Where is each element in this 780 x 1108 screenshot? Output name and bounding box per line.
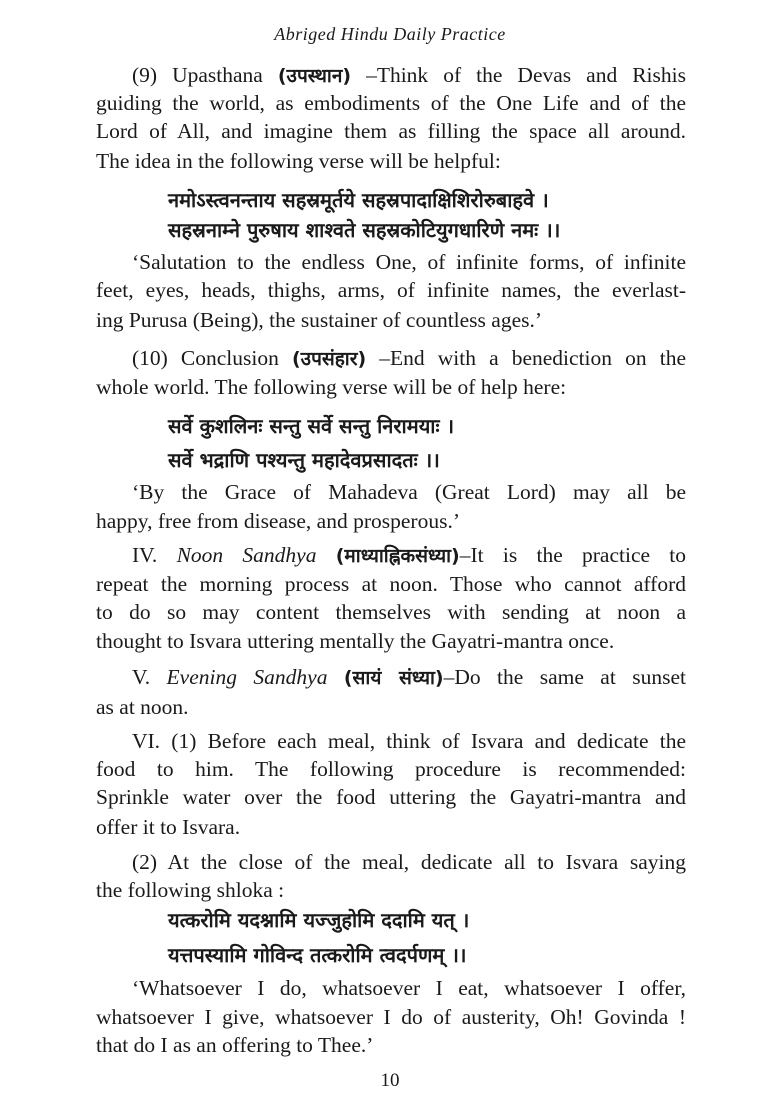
text-segment — [327, 665, 343, 689]
text-segment: ‘Salutation to the endless One, of infinite forms, of infinite — [132, 250, 686, 274]
text-segment: feet, eyes, heads, thighs, arms, of infinite names, the everlast- — [96, 278, 686, 302]
running-header: Abriged Hindu Daily Practice — [274, 24, 506, 44]
text-line — [96, 307, 686, 333]
sanskrit-verse-line — [168, 942, 467, 968]
text-segment: सर्वे भद्राणि पश्यन्तु महादेवप्रसादतः ।। — [168, 448, 440, 472]
devanagari-term: (माध्याह्निकसंध्या) — [335, 545, 460, 567]
text-segment: offer it to Isvara. — [96, 815, 241, 839]
text-line — [96, 118, 686, 144]
sanskrit-verse-line — [168, 187, 549, 213]
text-line — [96, 849, 686, 875]
text-line — [96, 694, 686, 720]
text-line — [96, 374, 686, 400]
text-line — [96, 542, 686, 569]
text-segment: सहस्रनाम्ने पुरुषाय शाश्वते सहस्रकोटियुगधारिणे नमः ।। — [168, 218, 561, 242]
sanskrit-verse-line — [168, 413, 454, 439]
text-segment: (2) At the close of the meal, dedicate all to Isvara saying — [132, 850, 686, 874]
text-line — [96, 1032, 686, 1058]
sanskrit-verse-line — [168, 907, 469, 933]
text-line — [96, 148, 686, 174]
text-segment: यत्तपस्यामि गोविन्द तत्करोमि त्वदर्पणम् ।। — [168, 943, 467, 967]
text-segment: happy, free from disease, and prosperous.’ — [96, 509, 460, 533]
text-line — [96, 664, 686, 691]
text-line — [96, 728, 686, 754]
text-segment: whatsoever I give, whatsoever I do of austerity, Oh! Govinda ! — [96, 1005, 686, 1029]
text-line — [96, 345, 686, 372]
text-segment: food to him. The following procedure is recommended: — [96, 757, 686, 781]
text-segment: The idea in the following verse will be helpful: — [96, 149, 501, 173]
text-line — [96, 277, 686, 303]
text-segment: –It is the practice to — [459, 543, 687, 567]
text-segment: –End with a benediction on the — [366, 346, 686, 370]
text-line — [96, 975, 686, 1001]
text-line — [96, 90, 686, 116]
text-segment: (10) Conclusion — [132, 346, 292, 370]
text-segment: whole world. The following verse will be of help here: — [96, 375, 567, 399]
text-segment: –Do the same at sunset — [443, 665, 686, 689]
text-segment: thought to Isvara uttering mentally the Gayatri-mantra once. — [96, 629, 615, 653]
page-number: 10 — [380, 1070, 400, 1091]
text-segment: ‘By the Grace of Mahadeva (Great Lord) may all be — [132, 480, 686, 504]
text-line — [96, 599, 686, 625]
text-line — [96, 628, 686, 654]
text-segment: यत्करोमि यदश्नामि यज्जुहोमि ददामि यत् । — [168, 908, 470, 932]
text-segment: सर्वे कुशलिनः सन्तु सर्वे सन्तु निरामयाः । — [168, 414, 455, 438]
text-segment: V. — [132, 665, 167, 689]
text-segment — [316, 543, 335, 567]
text-segment: as at noon. — [96, 695, 189, 719]
text-segment: repeat the morning process at noon. Those who cannot afford — [96, 572, 686, 596]
italic-heading: Noon Sandhya — [176, 543, 317, 567]
text-line — [96, 571, 686, 597]
text-segment: VI. (1) Before each meal, think of Isvara and dedicate the — [132, 729, 686, 753]
devanagari-term: (उपस्थान) — [277, 65, 352, 87]
sanskrit-verse-line — [168, 217, 560, 243]
text-segment: –Think of the Devas and Rishis — [351, 63, 686, 87]
text-line — [96, 814, 686, 840]
text-line — [96, 784, 686, 810]
text-segment: the following shloka : — [96, 878, 285, 902]
devanagari-term: (उपसंहार) — [291, 348, 367, 370]
devanagari-term: (सायं संध्या) — [343, 667, 444, 689]
text-segment: ‘Whatsoever I do, whatsoever I eat, whatsoever I offer, — [132, 976, 686, 1000]
text-line — [96, 249, 686, 275]
italic-heading: Evening Sandhya — [166, 665, 328, 689]
text-segment: ing Purusa (Being), the sustainer of countless ages.’ — [96, 308, 543, 332]
text-line — [96, 62, 686, 89]
text-line — [96, 1004, 686, 1030]
text-segment: guiding the world, as embodiments of the One Life and of the — [96, 91, 686, 115]
text-line — [96, 756, 686, 782]
text-line — [96, 508, 686, 534]
text-segment: to do so may content themselves with sending at noon a — [96, 600, 686, 624]
text-segment: Lord of All, and imagine them as filling the space all around. — [96, 119, 686, 143]
text-segment: IV. — [132, 543, 177, 567]
text-segment: Sprinkle water over the food uttering the Gayatri-mantra and — [96, 785, 686, 809]
text-segment: that do I as an offering to Thee.’ — [96, 1033, 374, 1057]
text-line — [96, 877, 686, 903]
sanskrit-verse-line — [168, 447, 440, 473]
text-segment: नमोऽस्त्वनन्ताय सहस्रमूर्तये सहस्रपादाक्षिशिरोरुबाहवे । — [168, 188, 549, 212]
text-segment: (9) Upasthana — [132, 63, 278, 87]
text-line — [96, 479, 686, 505]
